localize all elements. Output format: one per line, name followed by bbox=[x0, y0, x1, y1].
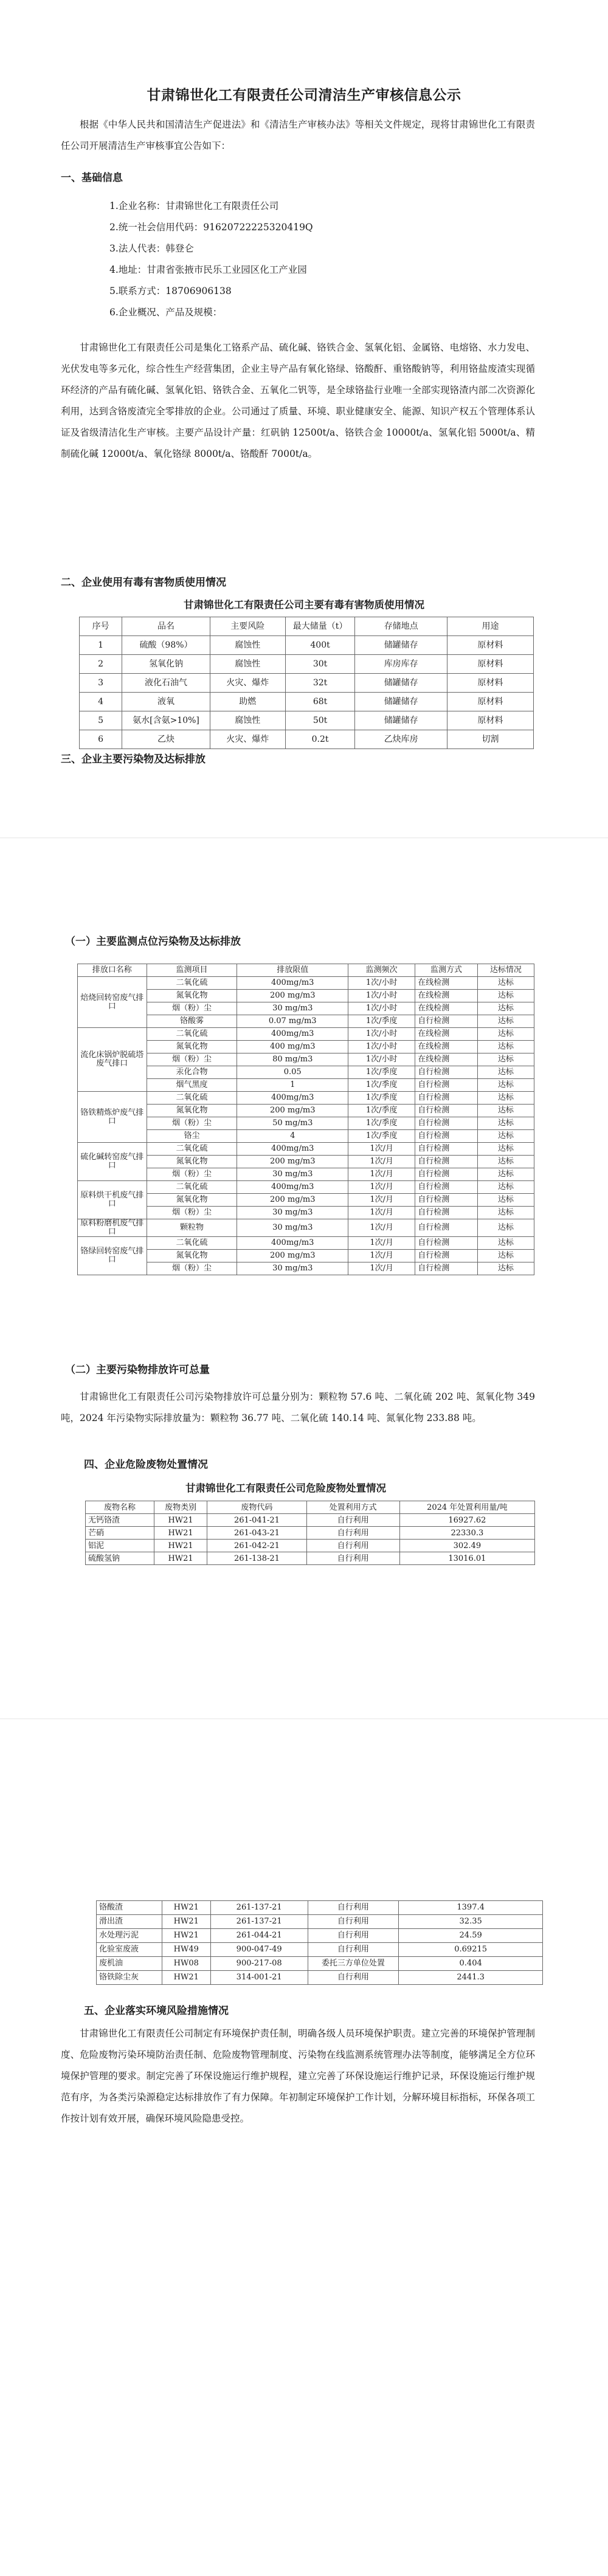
table-cell: 乙炔 bbox=[122, 730, 210, 749]
table-cell: 烟（粉）尘 bbox=[147, 1168, 237, 1181]
table-cell: 30 mg/m3 bbox=[237, 1002, 348, 1015]
table-row bbox=[78, 1028, 534, 1041]
table-cell: 自行检测 bbox=[415, 1117, 477, 1130]
table-row bbox=[80, 636, 534, 655]
table-row bbox=[78, 1117, 534, 1130]
table-row bbox=[78, 1219, 534, 1237]
table-cell: 1次/月 bbox=[348, 1168, 415, 1181]
table-cell: 30t bbox=[285, 655, 355, 674]
table-cell: 氮氧化物 bbox=[147, 990, 237, 1002]
table-row bbox=[97, 1957, 543, 1971]
table-cell: 30 mg/m3 bbox=[237, 1219, 348, 1237]
table-cell: HW21 bbox=[154, 1514, 207, 1527]
col-header: 排放限值 bbox=[237, 964, 348, 977]
overview-paragraph: 甘肃锦世化工有限责任公司是集化工铬系产品、硫化碱、铬铁合金、氢氧化铝、金属铬、电熔铬、水力发电、光伏发电等多元化，综合性生产经营集团，企业主导产品有氧化铬绿、铬酸酐、重铬酸钠等，利用铬盐废渣实现循环经济的产品有硫化碱、氢氧化铝、铬铁合金、五氧化二钒等，是全球铬盐行业唯一全部实现铬渣内部二次资源化利用，达到含铬废渣完全零排放的企业。公司通过了质量、环境、职业健康安全、能源、知识产权五个管理体系认证及省级清洁化生产审核。主要产品设计产量：红矾钠 12500t/a、铬铁合金 10000t/a、氢氧化铝 5000t/a、精制硫化碱 12000t/a、氧化铬绿 8000t/a、铬酸酐 7000t/a。 bbox=[61, 342, 535, 459]
table-cell: 24.59 bbox=[399, 1929, 543, 1943]
section-5-heading: 五、企业落实环境风险措施情况 bbox=[84, 2005, 229, 2017]
table-cell: 废机油 bbox=[97, 1957, 162, 1971]
table-cell: 1次/月 bbox=[348, 1237, 415, 1250]
table-cell: 1次/季度 bbox=[348, 1066, 415, 1079]
table-cell: 1次/小时 bbox=[348, 1041, 415, 1053]
table-cell: 无钙铬渣 bbox=[86, 1514, 154, 1527]
risk-paragraph: 甘肃锦世化工有限责任公司制定有环境保护责任制，明确各级人员环境保护职责。建立完善的环境保护管理制度、危险废物污染环境防治责任制、危险废物管理制度、污染物在线监测系统管理办法等制度，能够满足全方位环境保护管理的要求。制定完善了环保设施运行维护规程，建立完善了环保设施运行维护记录，环保设施运行维护规范有序，为各类污染源稳定达标排放作了有力保障。年初制定环境保护工作计划，分解环境目标指标，环保各项工作按计划有效开展，确保环境风险隐患受控。 bbox=[61, 2028, 535, 2124]
table-cell: 50 mg/m3 bbox=[237, 1117, 348, 1130]
table-cell: 1次/季度 bbox=[348, 1079, 415, 1092]
table-cell: 1次/季度 bbox=[348, 1092, 415, 1105]
toxic-substances-table bbox=[79, 617, 534, 749]
table-cell: 腐蚀性 bbox=[210, 636, 285, 655]
table-cell: 400mg/m3 bbox=[237, 1143, 348, 1156]
table-cell: 1次/月 bbox=[348, 1262, 415, 1275]
table-row bbox=[78, 1237, 534, 1250]
outlet-name-cell: 硫化碱转窑废气排口 bbox=[78, 1143, 147, 1181]
table-cell: 1次/月 bbox=[348, 1207, 415, 1219]
info-contact: 5.联系方式：18706906138 bbox=[109, 286, 232, 296]
table-cell: 达标 bbox=[477, 1092, 534, 1105]
table-cell: 二氧化硫 bbox=[147, 1181, 237, 1194]
table-cell: 自行检测 bbox=[415, 1237, 477, 1250]
table-cell: HW08 bbox=[162, 1957, 210, 1971]
table-row bbox=[78, 1262, 534, 1275]
table-cell: 达标 bbox=[477, 1207, 534, 1219]
col-header: 品名 bbox=[122, 617, 210, 636]
table-cell: 200 mg/m3 bbox=[237, 1156, 348, 1168]
table-cell: 22330.3 bbox=[399, 1527, 534, 1540]
table-cell: 自行检测 bbox=[415, 1105, 477, 1117]
table-cell: 400mg/m3 bbox=[237, 977, 348, 990]
table-cell: 0.05 bbox=[237, 1066, 348, 1079]
table-cell: 0.2t bbox=[285, 730, 355, 749]
hazardous-waste-table bbox=[85, 1501, 535, 1565]
table-cell: 烟（粉）尘 bbox=[147, 1053, 237, 1066]
section-2-heading: 二、企业使用有毒有害物质使用情况 bbox=[61, 577, 226, 589]
table-cell: HW21 bbox=[154, 1552, 207, 1565]
table-cell: 32t bbox=[285, 674, 355, 693]
table-cell: 达标 bbox=[477, 1194, 534, 1207]
table-cell: 二氧化硫 bbox=[147, 1237, 237, 1250]
table-cell: 261-044-21 bbox=[210, 1929, 308, 1943]
table-cell: 氨水[含氨>10%] bbox=[122, 711, 210, 730]
table-cell: 0.404 bbox=[399, 1957, 543, 1971]
table-cell: 铝泥 bbox=[86, 1540, 154, 1552]
table-cell: 达标 bbox=[477, 1262, 534, 1275]
table-row bbox=[78, 1143, 534, 1156]
table-cell: 1次/季度 bbox=[348, 1105, 415, 1117]
table-cell: 30 mg/m3 bbox=[237, 1168, 348, 1181]
table-cell: 200 mg/m3 bbox=[237, 1250, 348, 1262]
table-cell: 400mg/m3 bbox=[237, 1028, 348, 1041]
table-row bbox=[78, 1002, 534, 1015]
table-cell: 腐蚀性 bbox=[210, 655, 285, 674]
table-row bbox=[97, 1971, 543, 1985]
table-cell: 1次/季度 bbox=[348, 1117, 415, 1130]
table-row bbox=[78, 1130, 534, 1143]
table-cell: 自行检测 bbox=[415, 1066, 477, 1079]
table-cell: 1次/月 bbox=[348, 1194, 415, 1207]
table-cell: 在线检测 bbox=[415, 1053, 477, 1066]
table-cell: 1次/小时 bbox=[348, 990, 415, 1002]
table-cell: 达标 bbox=[477, 1015, 534, 1028]
monitoring-table bbox=[77, 964, 534, 1275]
table-cell: 达标 bbox=[477, 1156, 534, 1168]
table-cell: 5 bbox=[80, 711, 122, 730]
section-4-heading: 四、企业危险废物处置情况 bbox=[84, 1459, 208, 1471]
table-cell: 200 mg/m3 bbox=[237, 990, 348, 1002]
subsection-1-heading: （一）主要监测点位污染物及达标排放 bbox=[65, 936, 241, 948]
table-cell: 达标 bbox=[477, 1002, 534, 1015]
table-cell: 261-043-21 bbox=[207, 1527, 306, 1540]
table-cell: 达标 bbox=[477, 1143, 534, 1156]
table-cell: HW21 bbox=[162, 1929, 210, 1943]
table-cell: 1次/月 bbox=[348, 1181, 415, 1194]
table-cell: 氮氧化物 bbox=[147, 1194, 237, 1207]
waste-table-body bbox=[97, 1901, 543, 1985]
table-row bbox=[97, 1929, 543, 1943]
col-header: 废物名称 bbox=[86, 1501, 154, 1514]
outlet-name-cell: 铬铁精炼炉废气排口 bbox=[78, 1092, 147, 1143]
page-3 bbox=[0, 1719, 608, 2576]
table-cell: 30 mg/m3 bbox=[237, 1262, 348, 1275]
table-row bbox=[78, 1194, 534, 1207]
table-row bbox=[78, 977, 534, 990]
table-cell: 达标 bbox=[477, 990, 534, 1002]
table-cell: 氮氧化物 bbox=[147, 1041, 237, 1053]
table-cell: HW21 bbox=[162, 1901, 210, 1915]
table-cell: 自行利用 bbox=[308, 1943, 399, 1957]
table-cell: 自行检测 bbox=[415, 1156, 477, 1168]
table-cell: 在线检测 bbox=[415, 977, 477, 990]
table-cell: 烟气黑度 bbox=[147, 1079, 237, 1092]
table-cell: 二氧化硫 bbox=[147, 1028, 237, 1041]
table-cell: 氢氧化钠 bbox=[122, 655, 210, 674]
table-cell: 达标 bbox=[477, 1079, 534, 1092]
table-cell: 自行检测 bbox=[415, 1092, 477, 1105]
table-cell: 铬酸雾 bbox=[147, 1015, 237, 1028]
table-cell: 在线检测 bbox=[415, 990, 477, 1002]
col-header: 处置利用方式 bbox=[306, 1501, 399, 1514]
table-row bbox=[78, 1168, 534, 1181]
table-cell: 硫酸氢钠 bbox=[86, 1552, 154, 1565]
table-cell: 在线检测 bbox=[415, 1002, 477, 1015]
table-cell: 2441.3 bbox=[399, 1971, 543, 1985]
table-cell: 腐蚀性 bbox=[210, 711, 285, 730]
table-cell: 自行利用 bbox=[306, 1540, 399, 1552]
table-cell: 0.07 mg/m3 bbox=[237, 1015, 348, 1028]
table-row bbox=[86, 1552, 535, 1565]
table-cell: HW21 bbox=[154, 1527, 207, 1540]
table-cell: 二氧化硫 bbox=[147, 977, 237, 990]
intro-paragraph: 根据《中华人民共和国清洁生产促进法》和《清洁生产审核办法》等相关文件规定，现将甘肃锦世化工有限责任公司开展清洁生产审核事宜公告如下： bbox=[61, 119, 535, 151]
table-cell: 400t bbox=[285, 636, 355, 655]
table-row bbox=[78, 990, 534, 1002]
table-cell: 1次/小时 bbox=[348, 977, 415, 990]
table-cell: 火灾、爆炸 bbox=[210, 730, 285, 749]
section-3-heading: 三、企业主要污染物及达标排放 bbox=[61, 753, 206, 766]
table-cell: 汞化合物 bbox=[147, 1066, 237, 1079]
table-cell: 库房库存 bbox=[355, 655, 447, 674]
page-2 bbox=[0, 838, 608, 1665]
table-cell: 烟（粉）尘 bbox=[147, 1117, 237, 1130]
table-cell: 储罐储存 bbox=[355, 674, 447, 693]
info-credit-code: 2.统一社会信用代码：91620722225320419Q bbox=[109, 222, 313, 233]
table-header-row bbox=[86, 1501, 535, 1514]
table-cell: 在线检测 bbox=[415, 1041, 477, 1053]
table-cell: 261-138-21 bbox=[207, 1552, 306, 1565]
table-cell: 二氧化硫 bbox=[147, 1092, 237, 1105]
table-cell: 自行检测 bbox=[415, 1143, 477, 1156]
table-cell: 32.35 bbox=[399, 1915, 543, 1929]
table-cell: 原材料 bbox=[447, 693, 533, 711]
table-cell: 液化石油气 bbox=[122, 674, 210, 693]
table-cell: 400mg/m3 bbox=[237, 1237, 348, 1250]
table-cell: 自行利用 bbox=[306, 1527, 399, 1540]
table-cell: 委托三方单位处置 bbox=[308, 1957, 399, 1971]
table-cell: 6 bbox=[80, 730, 122, 749]
table-cell: 原材料 bbox=[447, 655, 533, 674]
table-cell: 自行检测 bbox=[415, 1130, 477, 1143]
table-cell: 达标 bbox=[477, 1130, 534, 1143]
document-title: 甘肃锦世化工有限责任公司清洁生产审核信息公示 bbox=[147, 87, 461, 103]
col-header: 2024 年处置利用量/吨 bbox=[399, 1501, 534, 1514]
table-cell: HW21 bbox=[154, 1540, 207, 1552]
waste-table-body bbox=[86, 1514, 535, 1565]
table-cell: 氮氧化物 bbox=[147, 1250, 237, 1262]
table-cell: 自行检测 bbox=[415, 1168, 477, 1181]
table-cell: 自行检测 bbox=[415, 1181, 477, 1194]
table-cell: 1次/月 bbox=[348, 1143, 415, 1156]
table-cell: 储罐储存 bbox=[355, 636, 447, 655]
table-cell: 达标 bbox=[477, 1028, 534, 1041]
table-cell: 烟（粉）尘 bbox=[147, 1002, 237, 1015]
table-cell: 4 bbox=[237, 1130, 348, 1143]
table-cell: 水处理污泥 bbox=[97, 1929, 162, 1943]
table-row bbox=[97, 1943, 543, 1957]
table-row bbox=[78, 1079, 534, 1092]
basic-info-list bbox=[109, 196, 313, 323]
table-cell: 储罐储存 bbox=[355, 711, 447, 730]
table-cell: 原材料 bbox=[447, 674, 533, 693]
table-row bbox=[78, 1156, 534, 1168]
permit-paragraph: 甘肃锦世化工有限责任公司污染物排放许可总量分别为：颗粒物 57.6 吨、二氧化硫 202 吨、氮氧化物 349 吨，2024 年污染物实际排放量为：颗粒物 36.77 吨、二氧化硫 140.14 吨、氮氧化物 233.88 吨。 bbox=[61, 1391, 535, 1423]
table-cell: 硫酸（98%） bbox=[122, 636, 210, 655]
table-row bbox=[78, 1207, 534, 1219]
table-cell: 滑出渣 bbox=[97, 1915, 162, 1929]
table-cell: 1次/季度 bbox=[348, 1015, 415, 1028]
table-row bbox=[86, 1540, 535, 1552]
table-cell: HW49 bbox=[162, 1943, 210, 1957]
table-cell: 储罐储存 bbox=[355, 693, 447, 711]
table-cell: 314-001-21 bbox=[210, 1971, 308, 1985]
table-cell: 达标 bbox=[477, 1250, 534, 1262]
info-company-name: 1.企业名称：甘肃锦世化工有限责任公司 bbox=[109, 200, 279, 211]
table-cell: 1次/月 bbox=[348, 1156, 415, 1168]
table-cell: 助燃 bbox=[210, 693, 285, 711]
outlet-name-cell: 焙烧回转窑废气排口 bbox=[78, 977, 147, 1028]
table-cell: 自行检测 bbox=[415, 1250, 477, 1262]
table-cell: 在线检测 bbox=[415, 1028, 477, 1041]
table-cell: 1次/季度 bbox=[348, 1130, 415, 1143]
table-cell: 达标 bbox=[477, 1066, 534, 1079]
table-cell: 铬酸渣 bbox=[97, 1901, 162, 1915]
table-cell: 二氧化硫 bbox=[147, 1143, 237, 1156]
table-row bbox=[78, 1092, 534, 1105]
table-row bbox=[78, 1041, 534, 1053]
info-address: 4.地址：甘肃省张掖市民乐工业园区化工产业园 bbox=[109, 264, 307, 275]
table-cell: 达标 bbox=[477, 1181, 534, 1194]
table-cell: 铬尘 bbox=[147, 1130, 237, 1143]
info-legal-rep: 3.法人代表：韩登仑 bbox=[109, 243, 194, 254]
table-cell: 1次/小时 bbox=[348, 1028, 415, 1041]
table-cell: 颗粒物 bbox=[147, 1219, 237, 1237]
table-row bbox=[78, 1015, 534, 1028]
table-cell: 3 bbox=[80, 674, 122, 693]
table-cell: 芒硝 bbox=[86, 1527, 154, 1540]
table-cell: 1次/小时 bbox=[348, 1053, 415, 1066]
table-cell: 原材料 bbox=[447, 711, 533, 730]
table-cell: 氮氧化物 bbox=[147, 1156, 237, 1168]
table-cell: 烟（粉）尘 bbox=[147, 1207, 237, 1219]
table-row bbox=[97, 1915, 543, 1929]
table-cell: 原材料 bbox=[447, 636, 533, 655]
table-row bbox=[78, 1066, 534, 1079]
waste-table-title: 甘肃锦世化工有限责任公司危险废物处置情况 bbox=[185, 1482, 386, 1494]
table-cell: 0.69215 bbox=[399, 1943, 543, 1957]
outlet-name-cell: 原料粉磨机废气排口 bbox=[78, 1219, 147, 1237]
section-1-heading: 一、基础信息 bbox=[61, 172, 123, 184]
table-cell: 1次/月 bbox=[348, 1250, 415, 1262]
table-row bbox=[80, 674, 534, 693]
table-cell: 达标 bbox=[477, 1105, 534, 1117]
table-row bbox=[78, 1105, 534, 1117]
table-cell: 261-137-21 bbox=[210, 1901, 308, 1915]
table-cell: 400 mg/m3 bbox=[237, 1041, 348, 1053]
table-row bbox=[80, 655, 534, 674]
table-cell: 达标 bbox=[477, 977, 534, 990]
table-cell: 达标 bbox=[477, 1219, 534, 1237]
table-cell: 氮氧化物 bbox=[147, 1105, 237, 1117]
col-header: 排放口名称 bbox=[78, 964, 147, 977]
table-cell: 302.49 bbox=[399, 1540, 534, 1552]
table-cell: HW21 bbox=[162, 1915, 210, 1929]
table-cell: 900-217-08 bbox=[210, 1957, 308, 1971]
col-header: 监测方式 bbox=[415, 964, 477, 977]
table-cell: 火灾、爆炸 bbox=[210, 674, 285, 693]
table-cell: 68t bbox=[285, 693, 355, 711]
table-cell: 自行检测 bbox=[415, 1079, 477, 1092]
outlet-name-cell: 原料烘干机废气排口 bbox=[78, 1181, 147, 1219]
table-cell: 80 mg/m3 bbox=[237, 1053, 348, 1066]
table-cell: 达标 bbox=[477, 1053, 534, 1066]
table-cell: 1次/小时 bbox=[348, 1002, 415, 1015]
table-cell: 自行检测 bbox=[415, 1207, 477, 1219]
table-cell: 液氧 bbox=[122, 693, 210, 711]
table-row bbox=[78, 1181, 534, 1194]
table-cell: 30 mg/m3 bbox=[237, 1207, 348, 1219]
table-cell: 1 bbox=[80, 636, 122, 655]
table-cell: HW21 bbox=[162, 1971, 210, 1985]
table-cell: 自行检测 bbox=[415, 1262, 477, 1275]
table-cell: 达标 bbox=[477, 1237, 534, 1250]
table-cell: 自行利用 bbox=[306, 1514, 399, 1527]
toxic-table-body bbox=[80, 636, 534, 749]
hazardous-waste-table-continued bbox=[96, 1900, 543, 1985]
table-cell: 自行利用 bbox=[308, 1929, 399, 1943]
col-header: 用途 bbox=[447, 617, 533, 636]
table-cell: 261-041-21 bbox=[207, 1514, 306, 1527]
table-cell: 16927.62 bbox=[399, 1514, 534, 1527]
table-cell: 200 mg/m3 bbox=[237, 1194, 348, 1207]
table-cell: 切割 bbox=[447, 730, 533, 749]
table-cell: 达标 bbox=[477, 1041, 534, 1053]
table-cell: 200 mg/m3 bbox=[237, 1105, 348, 1117]
page-1 bbox=[0, 0, 608, 766]
table-cell: 261-042-21 bbox=[207, 1540, 306, 1552]
col-header: 监测项目 bbox=[147, 964, 237, 977]
table-header-row bbox=[80, 617, 534, 636]
col-header: 最大储量（t） bbox=[285, 617, 355, 636]
table-row bbox=[78, 1250, 534, 1262]
table-cell: 化验室废液 bbox=[97, 1943, 162, 1957]
table-row bbox=[78, 1053, 534, 1066]
table-row bbox=[80, 693, 534, 711]
table-row bbox=[97, 1901, 543, 1915]
table-row bbox=[86, 1514, 535, 1527]
table-cell: 1 bbox=[237, 1079, 348, 1092]
table-cell: 50t bbox=[285, 711, 355, 730]
info-overview-label: 6.企业概况、产品及规模： bbox=[109, 307, 223, 318]
col-header: 存储地点 bbox=[355, 617, 447, 636]
table-cell: 自行检测 bbox=[415, 1194, 477, 1207]
toxic-table-title: 甘肃锦世化工有限责任公司主要有毒有害物质使用情况 bbox=[184, 599, 424, 611]
table-cell: 自行检测 bbox=[415, 1015, 477, 1028]
col-header: 监测频次 bbox=[348, 964, 415, 977]
table-cell: 13016.01 bbox=[399, 1552, 534, 1565]
table-cell: 自行利用 bbox=[308, 1971, 399, 1985]
table-row bbox=[86, 1527, 535, 1540]
monitoring-table-body bbox=[78, 977, 534, 1275]
outlet-name-cell: 流化床锅炉脱硫塔废气排口 bbox=[78, 1028, 147, 1092]
table-cell: 自行利用 bbox=[308, 1901, 399, 1915]
table-cell: 400mg/m3 bbox=[237, 1181, 348, 1194]
table-cell: 1次/月 bbox=[348, 1219, 415, 1237]
subsection-2-heading: （二）主要污染物排放许可总量 bbox=[65, 1364, 210, 1376]
table-cell: 铬铁除尘灰 bbox=[97, 1971, 162, 1985]
table-cell: 乙炔库房 bbox=[355, 730, 447, 749]
col-header: 废物代码 bbox=[207, 1501, 306, 1514]
table-cell: 261-137-21 bbox=[210, 1915, 308, 1929]
table-header-row bbox=[78, 964, 534, 977]
table-cell: 900-047-49 bbox=[210, 1943, 308, 1957]
table-cell: 400mg/m3 bbox=[237, 1092, 348, 1105]
table-cell: 烟（粉）尘 bbox=[147, 1262, 237, 1275]
table-cell: 达标 bbox=[477, 1168, 534, 1181]
table-row bbox=[80, 730, 534, 749]
col-header: 废物类别 bbox=[154, 1501, 207, 1514]
table-cell: 自行检测 bbox=[415, 1219, 477, 1237]
table-cell: 1397.4 bbox=[399, 1901, 543, 1915]
table-cell: 自行利用 bbox=[306, 1552, 399, 1565]
table-cell: 4 bbox=[80, 693, 122, 711]
table-cell: 2 bbox=[80, 655, 122, 674]
table-row bbox=[80, 711, 534, 730]
col-header: 主要风险 bbox=[210, 617, 285, 636]
col-header: 序号 bbox=[80, 617, 122, 636]
col-header: 达标情况 bbox=[477, 964, 534, 977]
table-cell: 自行利用 bbox=[308, 1915, 399, 1929]
outlet-name-cell: 铬绿回转窑废气排口 bbox=[78, 1237, 147, 1275]
table-cell: 达标 bbox=[477, 1117, 534, 1130]
